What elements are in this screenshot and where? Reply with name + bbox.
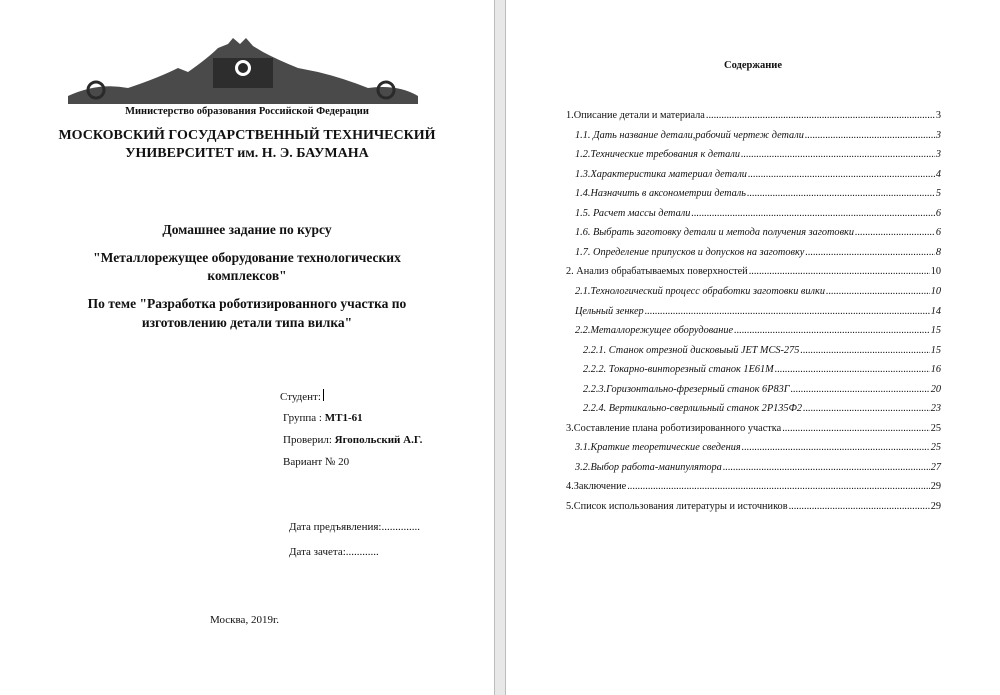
toc-entry[interactable] xyxy=(583,384,941,398)
toc-entry-page: 10 xyxy=(930,285,941,297)
toc-dot-leader xyxy=(855,227,935,238)
toc-entry-page: 27 xyxy=(930,461,941,473)
toc-entry-label: Цельный зенкер xyxy=(575,305,644,317)
group-value: МТ1-61 xyxy=(324,412,363,424)
toc-entry-page: 20 xyxy=(930,383,941,395)
toc-entry[interactable] xyxy=(575,306,941,320)
toc-entry-page: 6 xyxy=(935,207,941,219)
toc-entry-label: 2.2.4. Вертикально-сверлильный станок 2Р135Ф2 xyxy=(583,403,802,415)
toc-entry[interactable] xyxy=(575,462,941,476)
toc-entry-label: 3.Составление плана роботизированного участка xyxy=(566,422,782,434)
toc-entry-label: 1.6. Выбрать заготовку детали и метода получения заготовки xyxy=(575,227,855,239)
checked-label: Проверил: xyxy=(283,434,332,446)
toc-dot-leader xyxy=(627,481,929,492)
toc-entry-page: 29 xyxy=(930,501,941,512)
toc-entry-label: 2.2.1. Станок отрезной дисковыый JET MCS-275 xyxy=(583,344,800,356)
toc-dot-leader xyxy=(749,266,930,277)
toc-dot-leader xyxy=(645,306,930,317)
toc-entry-page: 15 xyxy=(930,344,941,356)
toc-entry-label: 3.1.Краткие теоретические сведения xyxy=(575,442,741,454)
university-emblem-logo xyxy=(68,38,418,104)
toc-entry-label: 1.4.Назначить в аксонометрии деталь xyxy=(575,188,746,200)
university-name-line1: МОСКОВСКИЙ ГОСУДАРСТВЕННЫЙ ТЕХНИЧЕСКИЙ xyxy=(58,128,436,143)
university-name-line2: УНИВЕРСИТЕТ им. Н. Э. БАУМАНА xyxy=(125,146,369,161)
contents-heading: Содержание xyxy=(724,60,782,71)
toc-entry[interactable] xyxy=(575,208,941,222)
toc-dot-leader xyxy=(741,149,935,160)
toc-entry-label: 2.2.Металлорежущее оборудование xyxy=(575,325,734,337)
toc-entry[interactable] xyxy=(583,345,941,359)
toc-entry-label: 1.1. Дать название детали,рабочий чертеж детали xyxy=(575,129,804,141)
toc-dot-leader xyxy=(748,169,935,180)
ministry-line: Министерство образования Российской Федерации xyxy=(125,106,369,117)
variant-line: Вариант № 20 xyxy=(283,456,350,468)
toc-entry[interactable] xyxy=(575,130,941,144)
title-page xyxy=(0,0,494,695)
toc-dot-leader xyxy=(826,286,930,297)
toc-entry[interactable] xyxy=(583,364,941,378)
toc-dot-leader xyxy=(734,325,930,336)
toc-entry[interactable] xyxy=(566,266,941,280)
toc-entry[interactable] xyxy=(575,149,941,163)
toc-entry-label: 1.7. Определение припусков и допусков на заготовку xyxy=(575,246,805,258)
course-title-line1: "Металлорежущее оборудование технологических xyxy=(93,250,401,265)
course-title-line2: комплексов" xyxy=(207,268,287,283)
checked-by-line xyxy=(283,434,422,446)
pass-date-line: Дата зачета:............ xyxy=(289,546,379,558)
topic-line2: изготовлению детали типа вилка" xyxy=(141,315,353,330)
toc-entry-page: 25 xyxy=(930,442,941,454)
toc-entry-page: 29 xyxy=(930,481,941,493)
toc-dot-leader xyxy=(803,403,930,414)
toc-entry[interactable] xyxy=(566,501,941,515)
toc-entry-label: 2.2.2. Токарно-винторезный станок 1Е61М xyxy=(583,364,774,376)
toc-entry-page: 15 xyxy=(930,325,941,337)
toc-entry-label: 3.2.Выбор работа-манипулятора xyxy=(575,461,722,473)
toc-dot-leader xyxy=(805,130,935,141)
toc-entry[interactable] xyxy=(575,247,941,261)
toc-entry-page: 3 xyxy=(935,129,941,141)
city-year: Москва, 2019г. xyxy=(210,614,279,626)
toc-entry-label: 1.5. Расчет массы детали xyxy=(575,207,691,219)
toc-entry[interactable] xyxy=(575,325,941,339)
toc-entry-page: 8 xyxy=(935,246,941,258)
toc-entry-label: 1.Описание детали и материала xyxy=(566,110,705,121)
toc-dot-leader xyxy=(706,110,935,121)
toc-entry[interactable] xyxy=(575,286,941,300)
toc-entry[interactable] xyxy=(583,403,941,417)
toc-entry-page: 14 xyxy=(930,305,941,317)
toc-entry-page: 6 xyxy=(935,227,941,239)
toc-entry-label: 1.3.Характеристика материал детали xyxy=(575,168,747,180)
toc-entry[interactable] xyxy=(575,227,941,241)
toc-entry[interactable] xyxy=(575,169,941,183)
toc-entry-label: 2. Анализ обрабатываемых поверхностей xyxy=(566,266,748,278)
toc-dot-leader xyxy=(742,442,930,453)
student-label: Студент: xyxy=(280,391,321,403)
toc-entry-page: 16 xyxy=(930,364,941,376)
toc-entry-label: 4.Заключение xyxy=(566,481,627,493)
toc-entry[interactable] xyxy=(566,481,941,495)
toc-dot-leader xyxy=(691,208,934,219)
toc-dot-leader xyxy=(800,345,929,356)
toc-entry-page: 3 xyxy=(935,149,941,161)
checked-value: Ягопольский А.Г. xyxy=(334,434,423,446)
student-field[interactable] xyxy=(280,389,324,403)
topic-line1: По теме "Разработка роботизированного участка по xyxy=(87,296,407,311)
toc-entry-label: 2.1.Технологический процесс обработки заготовки вилки xyxy=(575,285,825,297)
toc-entry-page: 4 xyxy=(935,168,941,180)
toc-dot-leader xyxy=(747,188,935,199)
toc-entry-page: 3 xyxy=(935,110,941,121)
submit-date-line: Дата предъявления:.............. xyxy=(289,521,420,533)
toc-entry[interactable] xyxy=(566,423,941,437)
toc-entry[interactable] xyxy=(575,188,941,202)
toc-entry[interactable] xyxy=(575,442,941,456)
toc-dot-leader xyxy=(791,384,930,395)
toc-dot-leader xyxy=(805,247,934,258)
toc-entry-label: 2.2.3.Горизонтально-фрезерный станок 6Р83Г xyxy=(583,383,790,395)
toc-dot-leader xyxy=(775,364,930,375)
toc-dot-leader xyxy=(723,462,930,473)
toc-entry-page: 25 xyxy=(930,422,941,434)
assignment-heading: Домашнее задание по курсу xyxy=(162,222,332,237)
group-line xyxy=(283,412,363,424)
toc-dot-leader xyxy=(789,501,930,512)
toc-entry-page: 10 xyxy=(930,266,941,278)
group-label: Группа : xyxy=(283,412,322,424)
toc-entry-page: 5 xyxy=(935,188,941,200)
toc-entry-label: 1.2.Технические требования к детали xyxy=(575,149,740,161)
text-cursor xyxy=(323,389,324,401)
toc-entry-label: 5.Список использования литературы и источников xyxy=(566,501,788,512)
page-separator xyxy=(494,0,506,695)
toc-dot-leader xyxy=(782,423,929,434)
toc-entry-page: 23 xyxy=(930,403,941,415)
toc-entry[interactable] xyxy=(566,110,941,124)
